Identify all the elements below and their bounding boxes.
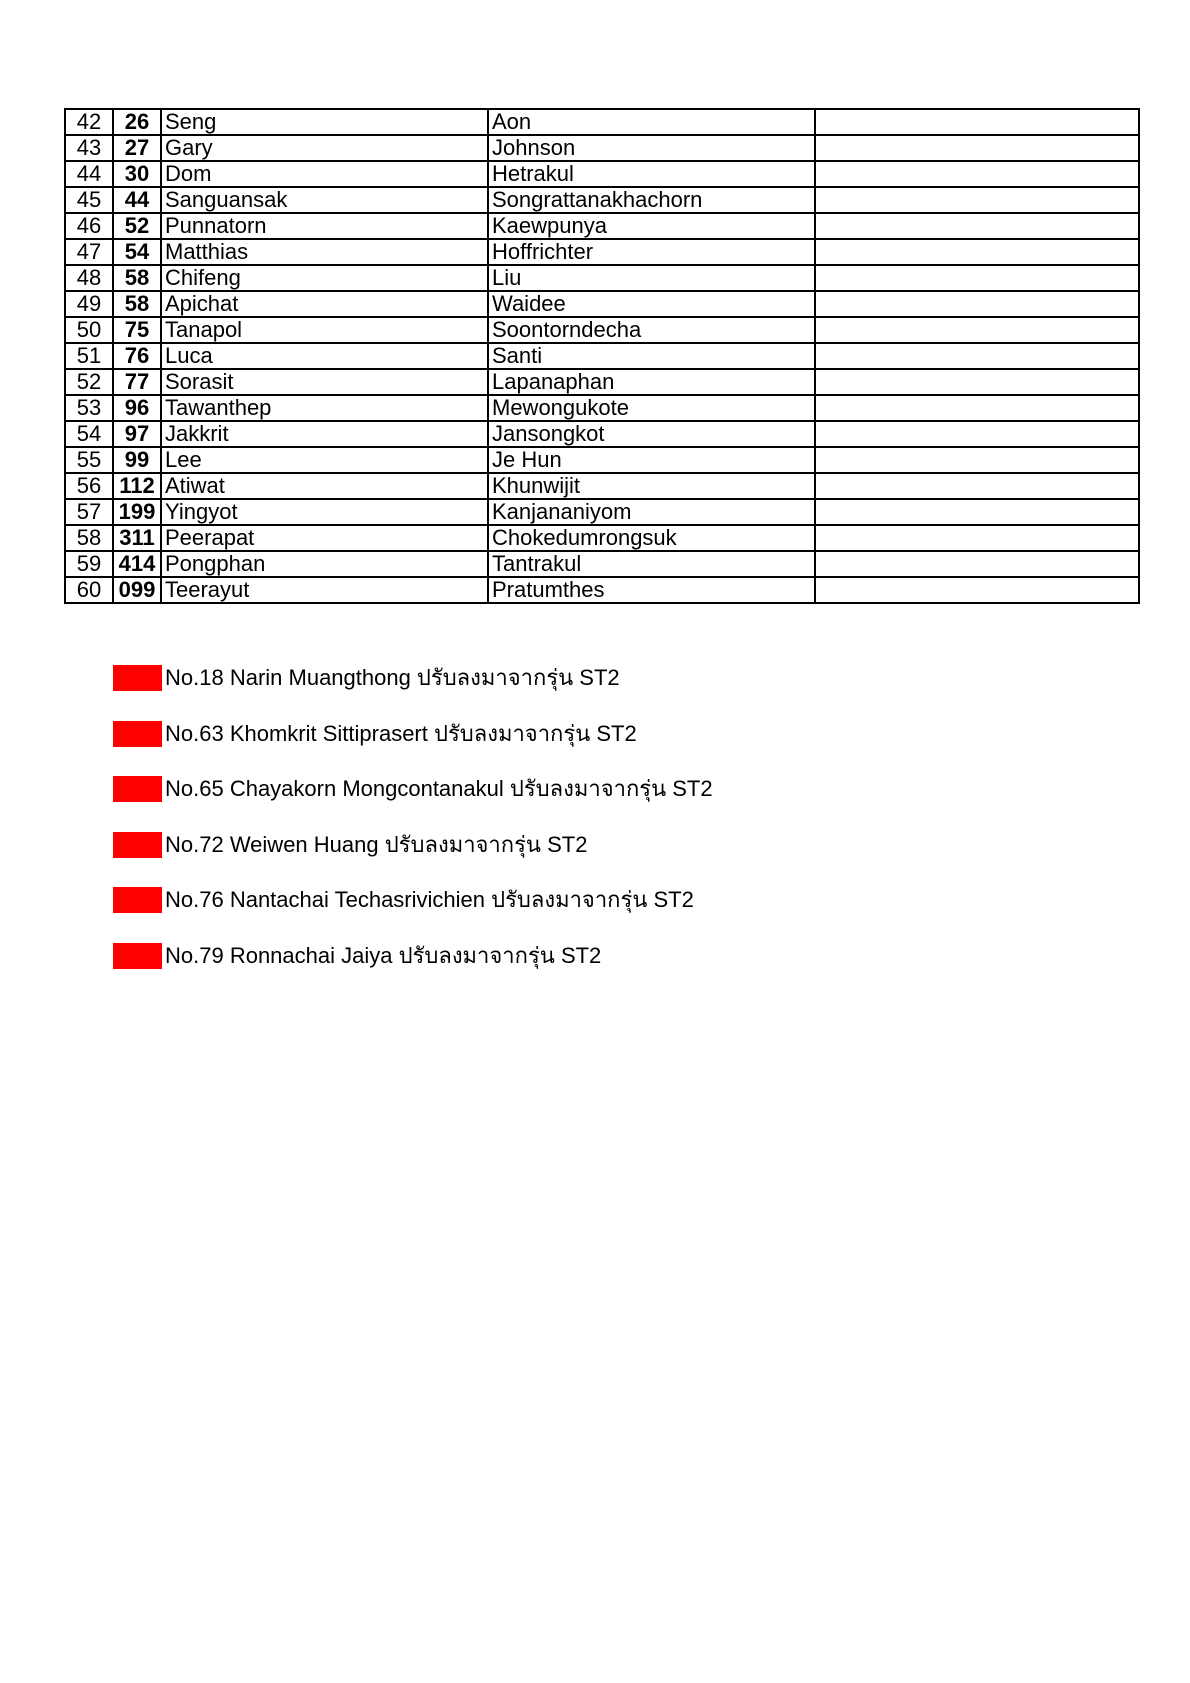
racing-number: 58 [113,265,161,291]
moved-down-notes [113,664,713,997]
table-row [65,161,1139,187]
remark-cell [815,161,1139,187]
last-name: Je Hun [488,447,815,473]
racing-number: 44 [113,187,161,213]
table-row [65,187,1139,213]
row-sequence-number: 54 [65,421,113,447]
first-name: Pongphan [161,551,488,577]
note-text: No.63 Khomkrit Sittiprasert ปรับลงมาจากรุ่น ST2 [165,720,637,746]
racing-number: 199 [113,499,161,525]
note-line [113,942,713,970]
note-text: No.76 Nantachai Techasrivichien ปรับลงมาจากรุ่น ST2 [165,887,694,912]
remark-cell [815,109,1139,135]
table-row [65,369,1139,395]
note-line [113,775,713,803]
note-text: No.65 Chayakorn Mongcontanakul ปรับลงมาจากรุ่น ST2 [165,776,713,801]
remark-cell [815,369,1139,395]
remark-cell [815,239,1139,265]
racing-number: 96 [113,395,161,421]
red-highlight-swatch [113,887,162,913]
table-row [65,395,1139,421]
table-row [65,265,1139,291]
red-highlight-swatch [113,665,162,691]
remark-cell [815,499,1139,525]
last-name: Kanjananiyom [488,499,815,525]
first-name: Peerapat [161,525,488,551]
row-sequence-number: 50 [65,317,113,343]
table-row [65,551,1139,577]
first-name: Sanguansak [161,187,488,213]
last-name: Mewongukote [488,395,815,421]
first-name: Matthias [161,239,488,265]
note-text: No.18 Narin Muangthong ปรับลงมาจากรุ่น ST2 [165,665,620,690]
racing-number: 311 [113,525,161,551]
last-name: Hetrakul [488,161,815,187]
row-sequence-number: 47 [65,239,113,265]
racing-number: 52 [113,213,161,239]
racing-number: 99 [113,447,161,473]
remark-cell [815,291,1139,317]
note-line [113,720,713,748]
table-row [65,317,1139,343]
first-name: Gary [161,135,488,161]
racing-number: 26 [113,109,161,135]
table-row [65,525,1139,551]
row-sequence-number: 58 [65,525,113,551]
first-name: Punnatorn [161,213,488,239]
row-sequence-number: 43 [65,135,113,161]
first-name: Jakkrit [161,421,488,447]
table-row [65,109,1139,135]
row-sequence-number: 59 [65,551,113,577]
remark-cell [815,187,1139,213]
last-name: Santi [488,343,815,369]
remark-cell [815,317,1139,343]
first-name: Teerayut [161,577,488,603]
row-sequence-number: 44 [65,161,113,187]
remark-cell [815,343,1139,369]
remark-cell [815,473,1139,499]
row-sequence-number: 46 [65,213,113,239]
last-name: Hoffrichter [488,239,815,265]
racing-number: 76 [113,343,161,369]
last-name: Pratumthes [488,577,815,603]
racing-number: 112 [113,473,161,499]
racing-number: 97 [113,421,161,447]
first-name: Yingyot [161,499,488,525]
table-row [65,473,1139,499]
last-name: Chokedumrongsuk [488,525,815,551]
last-name: Khunwijit [488,473,815,499]
remark-cell [815,525,1139,551]
entry-list-table [64,108,1140,604]
remark-cell [815,421,1139,447]
first-name: Seng [161,109,488,135]
first-name: Tawanthep [161,395,488,421]
note-line [113,831,713,859]
row-sequence-number: 48 [65,265,113,291]
racing-number: 27 [113,135,161,161]
last-name: Lapanaphan [488,369,815,395]
first-name: Apichat [161,291,488,317]
remark-cell [815,577,1139,603]
row-sequence-number: 51 [65,343,113,369]
table-row [65,447,1139,473]
row-sequence-number: 56 [65,473,113,499]
table-row [65,577,1139,603]
row-sequence-number: 55 [65,447,113,473]
table-row [65,213,1139,239]
first-name: Tanapol [161,317,488,343]
first-name: Lee [161,447,488,473]
remark-cell [815,551,1139,577]
table-row [65,135,1139,161]
first-name: Chifeng [161,265,488,291]
racing-number: 30 [113,161,161,187]
row-sequence-number: 45 [65,187,113,213]
racing-number: 099 [113,577,161,603]
racing-number: 75 [113,317,161,343]
last-name: Soontorndecha [488,317,815,343]
remark-cell [815,447,1139,473]
red-highlight-swatch [113,832,162,858]
racing-number: 58 [113,291,161,317]
red-highlight-swatch [113,776,162,802]
last-name: Tantrakul [488,551,815,577]
last-name: Jansongkot [488,421,815,447]
first-name: Sorasit [161,369,488,395]
row-sequence-number: 57 [65,499,113,525]
row-sequence-number: 42 [65,109,113,135]
last-name: Aon [488,109,815,135]
entry-list-body [65,109,1139,603]
remark-cell [815,213,1139,239]
last-name: Songrattanakhachorn [488,187,815,213]
table-row [65,343,1139,369]
note-text: No.72 Weiwen Huang ปรับลงมาจากรุ่น ST2 [165,831,588,857]
row-sequence-number: 49 [65,291,113,317]
remark-cell [815,265,1139,291]
note-text: No.79 Ronnachai Jaiya ปรับลงมาจากรุ่น ST2 [165,942,602,968]
table-row [65,499,1139,525]
racing-number: 77 [113,369,161,395]
note-line [113,664,713,692]
table-row [65,239,1139,265]
row-sequence-number: 60 [65,577,113,603]
red-highlight-swatch [113,721,162,747]
remark-cell [815,135,1139,161]
last-name: Liu [488,265,815,291]
remark-cell [815,395,1139,421]
row-sequence-number: 52 [65,369,113,395]
table-row [65,421,1139,447]
last-name: Johnson [488,135,815,161]
note-line [113,886,713,914]
row-sequence-number: 53 [65,395,113,421]
red-highlight-swatch [113,943,162,969]
table-row [65,291,1139,317]
racing-number: 54 [113,239,161,265]
first-name: Atiwat [161,473,488,499]
first-name: Luca [161,343,488,369]
racing-number: 414 [113,551,161,577]
last-name: Kaewpunya [488,213,815,239]
first-name: Dom [161,161,488,187]
last-name: Waidee [488,291,815,317]
